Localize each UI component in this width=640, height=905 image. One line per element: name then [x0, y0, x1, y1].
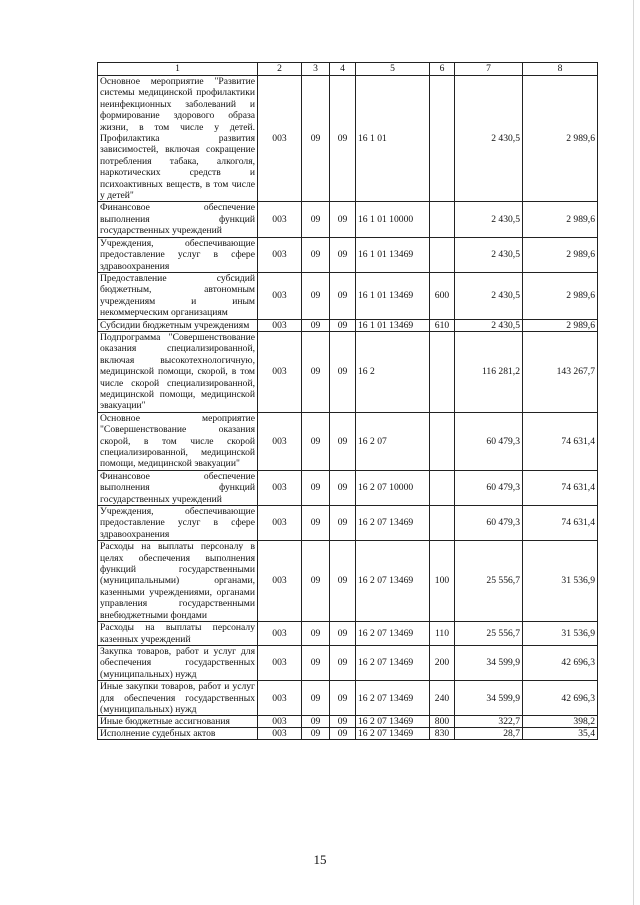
section-cell: 09	[302, 541, 330, 622]
amount-year1-cell: 60 479,3	[455, 412, 523, 470]
header-cell: 3	[302, 63, 330, 76]
subsection-cell: 09	[330, 76, 356, 202]
subsection-cell: 09	[330, 681, 356, 716]
subsection-cell: 09	[330, 470, 356, 505]
expense-type-cell	[430, 412, 455, 470]
grbs-cell: 003	[258, 622, 302, 646]
target-article-cell: 16 2 07 13469	[356, 645, 430, 680]
amount-year1-cell: 2 430,5	[455, 237, 523, 272]
grbs-cell: 003	[258, 76, 302, 202]
row-name-cell: Расходы на выплаты персоналу в целях обеспечения выполнения функций государственными (муниципальными) органами, казенными учреждениями, органами управления государственными внебюджетными фондами	[98, 541, 258, 622]
table-row	[98, 272, 598, 319]
grbs-cell: 003	[258, 681, 302, 716]
amount-year1-cell: 322,7	[455, 716, 523, 728]
amount-year2-cell: 31 536,9	[523, 541, 598, 622]
expense-type-cell	[430, 470, 455, 505]
section-cell: 09	[302, 412, 330, 470]
row-name-cell: Иные бюджетные ассигнования	[98, 716, 258, 728]
grbs-cell: 003	[258, 202, 302, 237]
row-name-cell: Основное мероприятие "Развитие системы медицинской профилактики неинфекционных заболеваний и формирование здорового образа жизни, в том числе у детей. Профилактика развития зависимостей, включая сокращение потребления табака, алкоголя, наркотических средств и психоактивных веществ, в том числе у детей"	[98, 76, 258, 202]
subsection-cell: 09	[330, 237, 356, 272]
section-cell: 09	[302, 506, 330, 541]
header-cell: 5	[356, 63, 430, 76]
amount-year2-cell: 74 631,4	[523, 412, 598, 470]
amount-year2-cell: 74 631,4	[523, 470, 598, 505]
amount-year1-cell: 25 556,7	[455, 622, 523, 646]
amount-year2-cell: 42 696,3	[523, 645, 598, 680]
target-article-cell: 16 2	[356, 331, 430, 412]
amount-year2-cell: 74 631,4	[523, 506, 598, 541]
row-name-cell: Предоставление субсидий бюджетным, автономным учреждениям и иным некоммерческим организациям	[98, 272, 258, 319]
table-row	[98, 541, 598, 622]
target-article-cell: 16 1 01 13469	[356, 237, 430, 272]
header-cell: 7	[455, 63, 523, 76]
expense-type-cell: 100	[430, 541, 455, 622]
grbs-cell: 003	[258, 331, 302, 412]
section-cell: 09	[302, 728, 330, 740]
table-row	[98, 202, 598, 237]
section-cell: 09	[302, 331, 330, 412]
grbs-cell: 003	[258, 319, 302, 331]
table-row	[98, 76, 598, 202]
section-cell: 09	[302, 470, 330, 505]
amount-year1-cell: 34 599,9	[455, 681, 523, 716]
table-row	[98, 728, 598, 740]
table-row	[98, 681, 598, 716]
amount-year2-cell: 42 696,3	[523, 681, 598, 716]
expense-type-cell: 600	[430, 272, 455, 319]
amount-year1-cell: 116 281,2	[455, 331, 523, 412]
expense-type-cell	[430, 76, 455, 202]
amount-year1-cell: 2 430,5	[455, 319, 523, 331]
table-row	[98, 470, 598, 505]
table-row	[98, 237, 598, 272]
grbs-cell: 003	[258, 470, 302, 505]
target-article-cell: 16 2 07 10000	[356, 470, 430, 505]
target-article-cell: 16 2 07 13469	[356, 716, 430, 728]
table-body	[98, 76, 598, 740]
section-cell: 09	[302, 237, 330, 272]
subsection-cell: 09	[330, 319, 356, 331]
amount-year1-cell: 28,7	[455, 728, 523, 740]
grbs-cell: 003	[258, 412, 302, 470]
amount-year1-cell: 34 599,9	[455, 645, 523, 680]
target-article-cell: 16 1 01 10000	[356, 202, 430, 237]
expense-type-cell: 200	[430, 645, 455, 680]
grbs-cell: 003	[258, 716, 302, 728]
expense-type-cell	[430, 506, 455, 541]
amount-year2-cell: 2 989,6	[523, 319, 598, 331]
header-cell: 4	[330, 63, 356, 76]
header-cell: 2	[258, 63, 302, 76]
amount-year2-cell: 143 267,7	[523, 331, 598, 412]
subsection-cell: 09	[330, 272, 356, 319]
table-row	[98, 716, 598, 728]
grbs-cell: 003	[258, 728, 302, 740]
amount-year1-cell: 60 479,3	[455, 506, 523, 541]
grbs-cell: 003	[258, 645, 302, 680]
section-cell: 09	[302, 76, 330, 202]
row-name-cell: Исполнение судебных актов	[98, 728, 258, 740]
target-article-cell: 16 2 07	[356, 412, 430, 470]
subsection-cell: 09	[330, 202, 356, 237]
target-article-cell: 16 2 07 13469	[356, 681, 430, 716]
subsection-cell: 09	[330, 506, 356, 541]
subsection-cell: 09	[330, 728, 356, 740]
amount-year2-cell: 2 989,6	[523, 237, 598, 272]
amount-year1-cell: 2 430,5	[455, 76, 523, 202]
expense-type-cell	[430, 202, 455, 237]
table-header-row	[98, 63, 598, 76]
amount-year2-cell: 2 989,6	[523, 272, 598, 319]
target-article-cell: 16 1 01	[356, 76, 430, 202]
expense-type-cell: 610	[430, 319, 455, 331]
row-name-cell: Иные закупки товаров, работ и услуг для обеспечения государственных (муниципальных) нужд	[98, 681, 258, 716]
grbs-cell: 003	[258, 272, 302, 319]
section-cell: 09	[302, 202, 330, 237]
amount-year1-cell: 60 479,3	[455, 470, 523, 505]
header-cell: 6	[430, 63, 455, 76]
row-name-cell: Учреждения, обеспечивающие предоставление услуг в сфере здравоохранения	[98, 506, 258, 541]
section-cell: 09	[302, 681, 330, 716]
expense-type-cell: 830	[430, 728, 455, 740]
amount-year2-cell: 2 989,6	[523, 202, 598, 237]
row-name-cell: Учреждения, обеспечивающие предоставление услуг в сфере здравоохранения	[98, 237, 258, 272]
table-row	[98, 622, 598, 646]
section-cell: 09	[302, 645, 330, 680]
amount-year1-cell: 2 430,5	[455, 272, 523, 319]
section-cell: 09	[302, 272, 330, 319]
section-cell: 09	[302, 622, 330, 646]
subsection-cell: 09	[330, 645, 356, 680]
header-cell: 1	[98, 63, 258, 76]
row-name-cell: Расходы на выплаты персоналу казенных учреждений	[98, 622, 258, 646]
target-article-cell: 16 2 07 13469	[356, 622, 430, 646]
target-article-cell: 16 2 07 13469	[356, 541, 430, 622]
subsection-cell: 09	[330, 622, 356, 646]
budget-table	[97, 62, 598, 740]
row-name-cell: Финансовое обеспечение выполнения функций государственных учреждений	[98, 470, 258, 505]
expense-type-cell	[430, 331, 455, 412]
header-cell: 8	[523, 63, 598, 76]
row-name-cell: Основное мероприятие "Совершенствование оказания скорой, в том числе скорой специализированной, медицинской помощи, медицинской эвакуации"	[98, 412, 258, 470]
table-row	[98, 506, 598, 541]
subsection-cell: 09	[330, 541, 356, 622]
subsection-cell: 09	[330, 412, 356, 470]
target-article-cell: 16 1 01 13469	[356, 272, 430, 319]
table-row	[98, 645, 598, 680]
section-cell: 09	[302, 716, 330, 728]
row-name-cell: Закупка товаров, работ и услуг для обеспечения государственных (муниципальных) нужд	[98, 645, 258, 680]
row-name-cell: Подпрограмма "Совершенствование оказания специализированной, включая высокотехнологичную, медицинской помощи, скорой, в том числе скорой специализированной, медицинской помощи, медицинской эвакуации"	[98, 331, 258, 412]
target-article-cell: 16 1 01 13469	[356, 319, 430, 331]
page-number: 15	[313, 852, 327, 867]
amount-year2-cell: 398,2	[523, 716, 598, 728]
amount-year1-cell: 2 430,5	[455, 202, 523, 237]
amount-year1-cell: 25 556,7	[455, 541, 523, 622]
page-edge	[633, 0, 634, 905]
amount-year2-cell: 35,4	[523, 728, 598, 740]
amount-year2-cell: 31 536,9	[523, 622, 598, 646]
expense-type-cell: 800	[430, 716, 455, 728]
grbs-cell: 003	[258, 506, 302, 541]
expense-type-cell: 240	[430, 681, 455, 716]
expense-type-cell	[430, 237, 455, 272]
row-name-cell: Субсидии бюджетным учреждениям	[98, 319, 258, 331]
row-name-cell: Финансовое обеспечение выполнения функций государственных учреждений	[98, 202, 258, 237]
target-article-cell: 16 2 07 13469	[356, 506, 430, 541]
section-cell: 09	[302, 319, 330, 331]
grbs-cell: 003	[258, 541, 302, 622]
table-row	[98, 331, 598, 412]
expense-type-cell: 110	[430, 622, 455, 646]
target-article-cell: 16 2 07 13469	[356, 728, 430, 740]
table-row	[98, 412, 598, 470]
table-row	[98, 319, 598, 331]
grbs-cell: 003	[258, 237, 302, 272]
subsection-cell: 09	[330, 331, 356, 412]
amount-year2-cell: 2 989,6	[523, 76, 598, 202]
subsection-cell: 09	[330, 716, 356, 728]
